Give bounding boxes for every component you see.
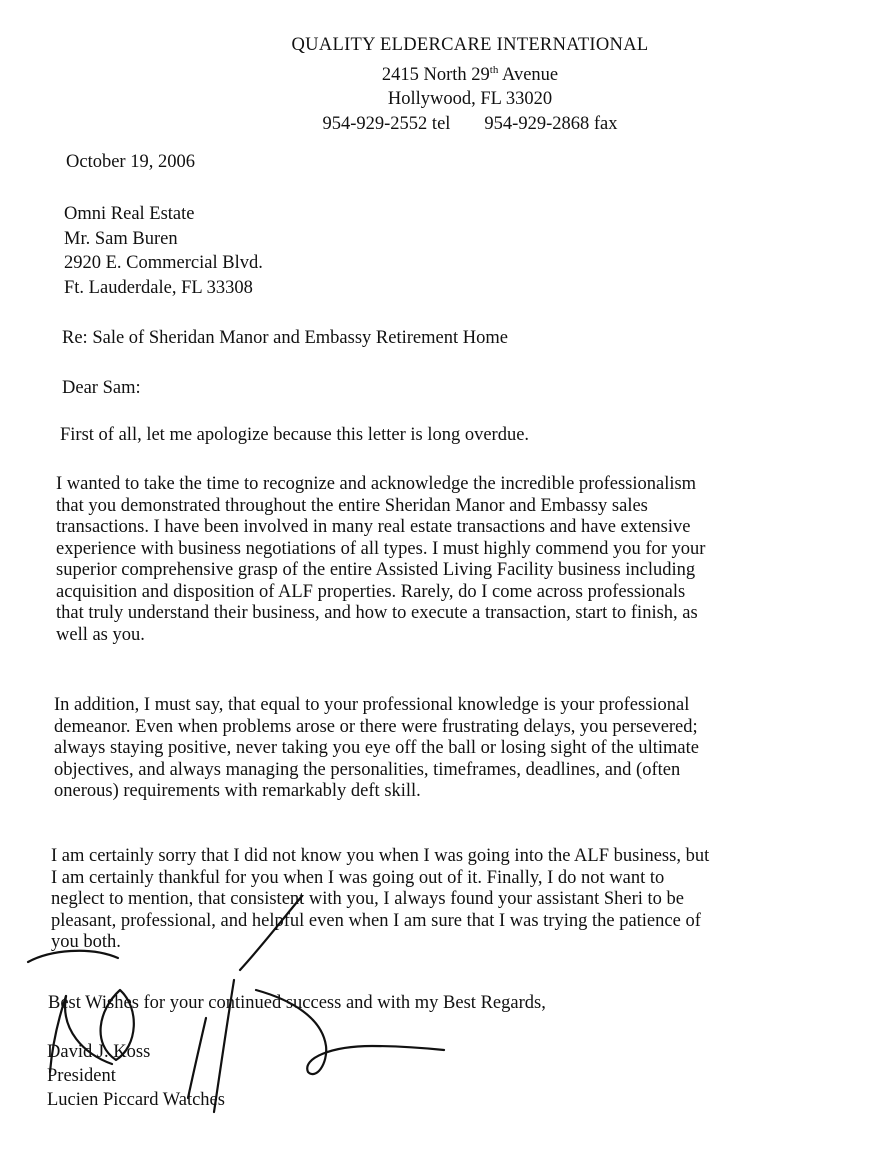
text-line: First of all, let me apologize because this letter is long overdue.	[60, 425, 530, 445]
text-line: acquisition and disposition of ALF properties. Rarely, do I come across professionals	[56, 581, 686, 602]
text-line: I wanted to take the time to recognize and acknowledge the incredible professionalism	[56, 474, 697, 494]
letterhead-tel: 954-929-2552 tel	[322, 113, 451, 134]
text-line: In addition, I must say, that equal to your professional knowledge is your professional	[54, 695, 690, 715]
text-line: I am certainly thankful for you when I was going out of it. Finally, I do not want to	[51, 867, 665, 888]
text-line: pleasant, professional, and helpful even when I am sure that I was trying the patience of	[51, 910, 701, 931]
letterhead-company: QUALITY ELDERCARE INTERNATIONAL	[291, 35, 649, 55]
recipient-line: Ft. Lauderdale, FL 33308	[64, 277, 253, 298]
text-line: that truly understand their business, and how to execute a transaction, start to finish, as	[56, 603, 698, 623]
letterhead-fax: 954-929-2868 fax	[484, 113, 618, 134]
text-line: well as you.	[56, 624, 145, 645]
recipient-line: Mr. Sam Buren	[64, 228, 178, 249]
text-line: experience with business negotiations of all types. I must highly commend you for your	[56, 538, 706, 559]
text-line: transactions. I have been involved in many real estate transactions and have extensive	[56, 517, 691, 537]
subject-line: Re: Sale of Sheridan Manor and Embassy Retirement Home	[62, 328, 508, 348]
signer-title: President	[47, 1066, 116, 1086]
letterhead-street-name: Avenue	[498, 64, 559, 85]
salutation: Dear Sam:	[62, 378, 141, 398]
letterhead-street-number: 2415 North 29	[381, 64, 490, 85]
recipient-line: 2920 E. Commercial Blvd.	[64, 253, 263, 273]
text-line: objectives, and always managing the personalities, timeframes, deadlines, and (often	[54, 759, 681, 780]
text-line: always staying positive, never taking you eye off the ball or losing sight of the ultimate	[54, 738, 699, 758]
signer-name: David J. Koss	[47, 1042, 151, 1062]
text-line: that you demonstrated throughout the entire Sheridan Manor and Embassy sales	[56, 495, 648, 516]
letter-date: October 19, 2006	[66, 152, 195, 172]
letterhead-street-ordinal: th	[489, 63, 499, 76]
text-line: onerous) requirements with remarkably deft skill.	[54, 781, 421, 801]
letterhead-city: Hollywood, FL 33020	[387, 89, 553, 110]
closing-line: Best Wishes for your continued success and with my Best Regards,	[48, 993, 546, 1013]
text-line: I am certainly sorry that I did not know you when I was going into the ALF business, but	[51, 846, 710, 866]
text-line: demeanor. Even when problems arose or there were frustrating delays, you persevered;	[54, 716, 698, 737]
signer-company: Lucien Piccard Watches	[47, 1090, 225, 1110]
text-line: superior comprehensive grasp of the entire Assisted Living Facility business including	[56, 560, 696, 580]
text-line: you both.	[51, 932, 121, 952]
recipient-line: Omni Real Estate	[64, 204, 195, 224]
text-line: neglect to mention, that consistent with you, I always found your assistant Sheri to be	[51, 889, 685, 909]
